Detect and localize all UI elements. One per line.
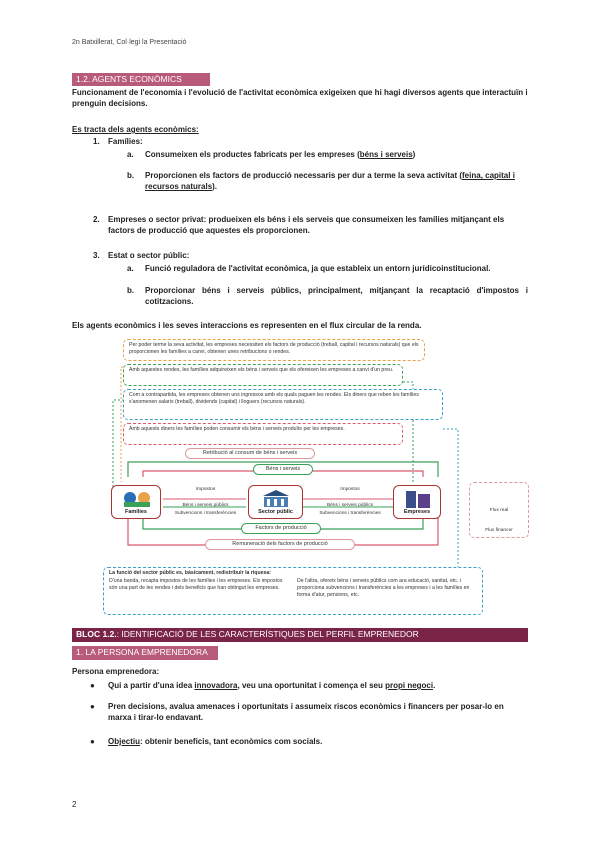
underlined-term: feina, capital i recursos naturals xyxy=(145,171,515,191)
flow-text-taxes-right: Impostos xyxy=(340,487,360,492)
agents-subtitle: Es tracta dels agents econòmics: xyxy=(72,125,199,134)
flow-text-subsidies-left: Subvencions i transferències xyxy=(174,511,237,516)
explanation-box-goods: Amb aquestes rendes, les famílies adquireixen els béns i serveis que els ofereixen les empreses a canvi d'un preu. xyxy=(123,364,403,386)
firms-building-icon xyxy=(394,488,442,510)
public-sector-function-left: D'una banda, recapta impostos de les famílies i les empreses. Els impostos són una part de les rendes i dels beneficis que han obtingut les empreses. xyxy=(109,578,283,591)
list-item-text xyxy=(145,170,528,192)
bullet-item-decisions: Pren decisions, avalua amenaces i oportunitats i assumeix riscos econòmics i financers per posar-lo en marxa i tirar-lo endavant. xyxy=(108,702,504,722)
agents-closing: Els agents econòmics i les seves interaccions es representen en el flux circular de la renda. xyxy=(72,321,422,330)
list-item-text: Empreses o sector privat: produeixen els béns i els serveis que consumeixen les famílies mitjançant els factors de producció que aquestes els proporcionen. xyxy=(108,215,505,235)
node-families xyxy=(111,485,161,519)
underlined-term: Objectiu xyxy=(108,737,141,746)
public-sector-function-title: La funció del sector públic es, bàsicament, redistribuir la riquesa: xyxy=(109,570,272,576)
list-number: 2. xyxy=(93,215,100,224)
underlined-term: béns i serveis xyxy=(359,150,413,159)
flow-label-remuneration: Remuneració dels factors de producció xyxy=(205,539,355,550)
list-item-title: Famílies: xyxy=(108,137,143,146)
explanation-box-factors: Per poder terme la seva activitat, les empreses necessiten els factors de producció (treball, capital i recursos naturals) que els proporcionen les famílies a canvi, obtenen unes retribucions o rendes. xyxy=(123,339,425,361)
list-letter: b. xyxy=(127,171,135,180)
text-run: Qui a partir d'una idea xyxy=(108,681,195,690)
page-number: 2 xyxy=(72,800,77,809)
flow-label-payment: Retribució al consum de béns i serveis xyxy=(185,448,315,459)
list-item-title: Estat o sector públic: xyxy=(108,251,190,260)
text-run: : obtenir beneficis, tant econòmics com socials. xyxy=(140,737,323,746)
public-sector-function-box xyxy=(103,567,483,615)
legend-money-flow: Flux financer xyxy=(485,528,513,533)
document-header: 2n Batxillerat, Col·legi la Presentació xyxy=(72,39,187,46)
list-letter: a. xyxy=(127,150,134,159)
circular-flow-diagram xyxy=(103,337,563,618)
bullet-icon: ● xyxy=(90,737,95,746)
text-run: ). xyxy=(212,182,218,191)
legend-real-flow: Flux real xyxy=(489,508,509,513)
underlined-term: innovadora xyxy=(194,681,238,690)
text-run: Proporcionen els factors de producció necessaris per dur a terme la seva activitat ( xyxy=(145,171,463,180)
list-letter: b. xyxy=(127,286,135,295)
node-firms xyxy=(393,485,441,519)
flow-text-services-right: Béns i serveis públics xyxy=(326,503,374,508)
bullet-icon: ● xyxy=(90,702,95,711)
section-banner-agents: 1.2. AGENTS ECONÒMICS xyxy=(72,73,210,86)
list-item-text: Funció reguladora de l'activitat econòmica, ja que estableix un entorn jurídicoinstitucional. xyxy=(145,264,491,273)
bullet-item-objective xyxy=(108,736,528,747)
flow-text-taxes-left: Impostos xyxy=(195,487,216,492)
text-run: ) xyxy=(412,150,416,159)
entrepreneur-subtitle: Persona emprenedora: xyxy=(72,667,160,676)
text-run: , veu una oportunitat i comença el seu xyxy=(237,681,386,690)
node-families-label: Famílies xyxy=(124,509,147,515)
flow-label-factors: Factors de producció xyxy=(241,523,321,534)
explanation-box-income: Com a contrapartida, les empreses obtenen uns ingressos amb els quals paguen les rendes. Els diners que reben les famílies s'anomenen salaris (treball), dividends (capital) i lloguers (recursos naturals). xyxy=(123,389,443,420)
public-sector-function-right: De l'altra, ofereix béns i serveis públics com ara educació, sanitat, etc. i proporciona subvencions i transferències a les empreses i a les famílies en forma d'atur, pensions, etc. xyxy=(297,578,470,598)
underlined-term: propi negoci xyxy=(385,681,434,690)
agents-intro: Funcionament de l'economia i l'evolució de l'activitat econòmica exigeixen que hi hagi diversos agents que interactuïn i prenguin decisions. xyxy=(72,88,528,108)
bloc-banner xyxy=(72,628,528,642)
list-number: 1. xyxy=(93,137,100,146)
bullet-item-idea xyxy=(108,680,528,691)
list-number: 3. xyxy=(93,251,100,260)
list-item-text xyxy=(145,149,528,160)
bloc-banner-number: BLOC 1.2. xyxy=(76,629,117,639)
flow-label-goods: Béns i serveis xyxy=(253,464,313,475)
node-firms-label: Empreses xyxy=(403,509,431,515)
text-run: Consumeixen els productes fabricats per les empreses ( xyxy=(145,150,360,159)
bloc-banner-title: : IDENTIFICACIÓ DE LES CARACTERÍSTIQUES DEL PERFIL EMPRENEDOR xyxy=(116,629,419,639)
flow-text-subsidies-right: Subvencions i transferències xyxy=(319,511,381,516)
list-letter: a. xyxy=(127,264,134,273)
families-icon xyxy=(112,488,162,510)
explanation-box-consumption: Amb aquests diners les famílies poden consumir els béns i serveis produïts per les empreses. xyxy=(123,423,403,445)
public-building-icon xyxy=(249,488,304,510)
flow-text-services-left: Béns i serveis públics xyxy=(182,503,229,508)
list-item-text: Proporcionar béns i serveis públics, principalment, mitjançant la recaptació d'impostos i cotitzacions. xyxy=(145,286,528,306)
bullet-icon: ● xyxy=(90,681,95,690)
node-public-sector-label: Sector públic xyxy=(258,509,293,515)
node-public-sector xyxy=(248,485,303,519)
public-sector-function-columns xyxy=(109,578,477,599)
section-banner-entrepreneur: 1. LA PERSONA EMPRENEDORA xyxy=(72,646,218,660)
text-run: . xyxy=(433,681,436,690)
